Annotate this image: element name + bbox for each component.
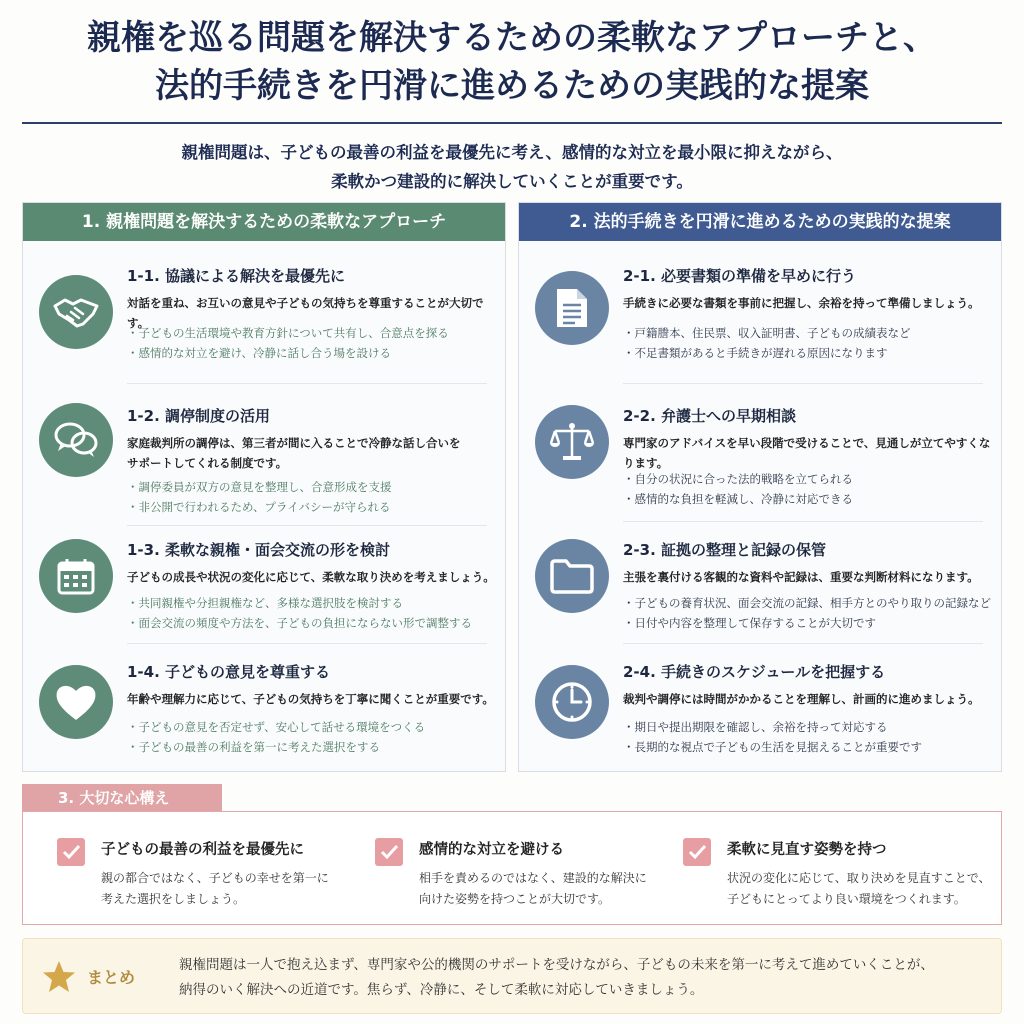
document-icon [535, 271, 609, 345]
bullet-item: ・ 感情的な対立を避け、冷静に話し合う場を設ける [127, 343, 499, 363]
procedure-item-desc [623, 293, 995, 313]
desc-line: サポートしてくれる制度です。 [127, 456, 288, 470]
item-divider [623, 383, 983, 384]
item-divider [127, 383, 487, 384]
desc-line: 向けた姿勢を持つことが大切です。 [419, 892, 611, 906]
procedure-item-title: 2-1. 必要書類の準備を早めに行う [623, 267, 857, 285]
bullet-item: ・ 子どもの養育状況、面会交流の記録、相手方とのやり取りの記録など [623, 593, 995, 613]
intro-line1: 親権問題は、子どもの最善の利益を最優先に考え、感情的な対立を最小限に抑えながら、 [181, 143, 843, 162]
procedure-panel-heading: 2. 法的手続きを円滑に進めるための実践的な提案 [519, 203, 1001, 241]
approach-item-desc [127, 567, 499, 587]
procedure-item-title: 2-2. 弁護士への早期相談 [623, 407, 797, 425]
checkbox-icon [57, 838, 85, 866]
item-divider [127, 525, 487, 526]
desc-line: 主張を裏付ける客観的な資料や記録は、重要な判断材料になります。 [623, 570, 979, 584]
approach-item-title: 1-2. 調停制度の活用 [127, 407, 271, 425]
handshake-icon [39, 275, 113, 349]
desc-line: 子どもの成長や状況の変化に応じて、柔軟な取り決めを考えましょう。 [127, 570, 495, 584]
desc-line: 家庭裁判所の調停は、第三者が間に入ることで冷静な話し合いを [127, 436, 461, 450]
approach-panel-heading: 1. 親権問題を解決するための柔軟なアプローチ [23, 203, 505, 241]
bullet-item: ・ 長期的な視点で子どもの生活を見据えることが重要です [623, 737, 995, 757]
approach-item-desc [127, 689, 499, 709]
summary-text [179, 953, 989, 1003]
summary-box [22, 938, 1002, 1014]
desc-line: 専門家のアドバイスを早い段階で受けることで、見通しが立てやすくなります。 [623, 436, 991, 470]
mindset-item-title: 柔軟に見直す姿勢を持つ [727, 842, 887, 858]
checkbox-icon [375, 838, 403, 866]
desc-line: 手続きに必要な書類を事前に把握し、余裕を持って準備しましょう。 [623, 296, 980, 310]
approach-item-title: 1-3. 柔軟な親権・面会交流の形を検討 [127, 541, 391, 559]
mindset-box [22, 811, 1002, 925]
procedure-panel [518, 202, 1002, 772]
approach-item-bullets [127, 477, 499, 517]
mindset-heading: 3. 大切な心構え [22, 784, 222, 812]
item-divider [623, 643, 983, 644]
desc-line: 裁判や調停には時間がかかることを理解し、計画的に進めましょう。 [623, 692, 980, 706]
clock-icon [535, 665, 609, 739]
bullet-item: ・ 子どもの生活環境や教育方針について共有し、合意点を探る [127, 323, 499, 343]
approach-item-desc [127, 433, 499, 473]
mindset-item-desc [419, 868, 647, 910]
approach-item-title: 1-4. 子どもの意見を尊重する [127, 663, 331, 681]
procedure-item-desc [623, 433, 995, 473]
summary-label: まとめ [87, 968, 136, 987]
bullet-item: ・ 戸籍謄本、住民票、収入証明書、子どもの成績表など [623, 323, 995, 343]
desc-line: 対話を重ね、お互いの意見や子どもの気持ちを尊重することが大切です。 [127, 296, 484, 330]
summary-line: 親権問題は一人で抱え込まず、専門家や公的機関のサポートを受けながら、子どもの未来を第一に考えて進めていくことが、 [179, 957, 934, 973]
approach-item-bullets [127, 717, 499, 757]
calendar-icon [39, 539, 113, 613]
intro-text [0, 138, 1024, 196]
bullet-item: ・ 面会交流の頻度や方法を、子どもの負担にならない形で調整する [127, 613, 499, 633]
desc-line: 考えた選択をしましょう。 [101, 892, 246, 906]
bullet-item: ・ 期日や提出期限を確認し、余裕を持って対応する [623, 717, 995, 737]
procedure-item-bullets [623, 469, 995, 509]
procedure-item-desc [623, 567, 995, 587]
procedure-item-bullets [623, 593, 995, 633]
desc-line: 子どもにとってより良い環境をつくれます。 [727, 892, 966, 906]
mindset-item-desc [101, 868, 329, 910]
scales-icon [535, 405, 609, 479]
bullet-item: ・ 自分の状況に合った法的戦略を立てられる [623, 469, 995, 489]
bullet-item: ・ 子どもの最善の利益を第一に考えた選択をする [127, 737, 499, 757]
procedure-item-bullets [623, 717, 995, 757]
star-icon [41, 959, 77, 995]
bullet-item: ・ 子どもの意見を否定せず、安心して話せる環境をつくる [127, 717, 499, 737]
desc-line: 親の都合ではなく、子どもの幸せを第一に [101, 871, 329, 885]
folder-icon [535, 539, 609, 613]
summary-line: 納得のいく解決への近道です。焦らず、冷静に、そして柔軟に対応していきましょう。 [179, 982, 704, 998]
title-divider [22, 122, 1002, 124]
intro-line2: 柔軟かつ建設的に解決していくことが重要です。 [331, 172, 693, 191]
item-divider [127, 643, 487, 644]
bullet-item: ・ 非公開で行われるため、プライバシーが守られる [127, 497, 499, 517]
bullet-item: ・ 共同親権や分担親権など、多様な選択肢を検討する [127, 593, 499, 613]
heart-icon [39, 665, 113, 739]
approach-item-bullets [127, 323, 499, 363]
page-title-line1: 親権を巡る問題を解決するための柔軟なアプローチと、 [87, 18, 937, 58]
approach-item-title: 1-1. 協議による解決を最優先に [127, 267, 346, 285]
bullet-item: ・ 日付や内容を整理して保存することが大切です [623, 613, 995, 633]
mindset-item-desc [727, 868, 991, 910]
desc-line: 状況の変化に応じて、取り決めを見直すことで、 [727, 871, 991, 885]
procedure-item-bullets [623, 323, 995, 363]
bullet-item: ・ 調停委員が双方の意見を整理し、合意形成を支援 [127, 477, 499, 497]
page-title-line2: 法的手続きを円滑に進めるための実践的な提案 [155, 66, 869, 106]
checkbox-icon [683, 838, 711, 866]
desc-line: 年齢や理解力に応じて、子どもの気持ちを丁寧に聞くことが重要です。 [127, 692, 494, 706]
procedure-item-title: 2-3. 証拠の整理と記録の保管 [623, 541, 827, 559]
page-title [0, 14, 1024, 110]
item-divider [623, 521, 983, 522]
procedure-item-desc [623, 689, 995, 709]
approach-panel [22, 202, 506, 772]
procedure-item-title: 2-4. 手続きのスケジュールを把握する [623, 663, 886, 681]
bullet-item: ・ 感情的な負担を軽減し、冷静に対応できる [623, 489, 995, 509]
bullet-item: ・ 不足書類があると手続きが遅れる原因になります [623, 343, 995, 363]
speech-bubbles-icon [39, 403, 113, 477]
desc-line: 相手を責めるのではなく、建設的な解決に [419, 871, 647, 885]
approach-item-bullets [127, 593, 499, 633]
mindset-item-title: 子どもの最善の利益を最優先に [101, 842, 304, 858]
mindset-item-title: 感情的な対立を避ける [419, 842, 564, 858]
